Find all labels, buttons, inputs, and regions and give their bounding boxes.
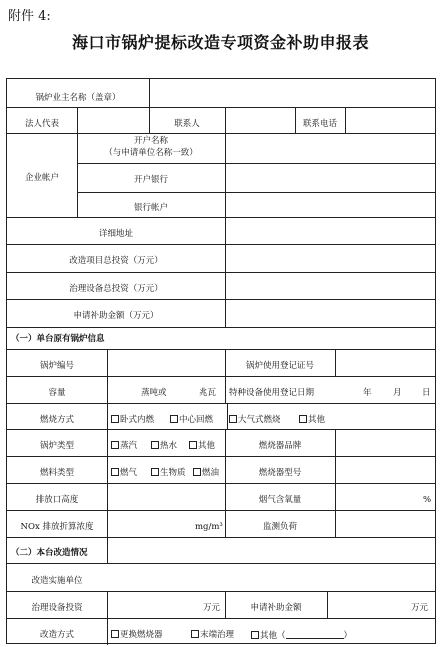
implementer-label: 改造实施单位 <box>31 576 83 586</box>
capacity-label: 容量 <box>48 388 66 398</box>
checkbox-icon[interactable] <box>189 441 197 449</box>
fuel-type-label: 燃料类型 <box>39 468 75 478</box>
checkbox-icon[interactable] <box>299 415 307 423</box>
month-label: 月 <box>393 388 402 398</box>
bank-label: 开户银行 <box>133 175 169 185</box>
boiler-no-label: 锅炉编号 <box>39 361 75 371</box>
nox-unit: mg/m³ <box>195 522 223 532</box>
flue-oxygen-label: 烟气含氧量 <box>258 495 302 505</box>
wan-yuan-unit: 万元 <box>411 603 429 613</box>
year-label: 年 <box>363 388 372 398</box>
contact-label: 联系人 <box>174 119 200 129</box>
combustion-mode-label: 燃烧方式 <box>39 415 75 425</box>
checkbox-icon[interactable] <box>170 415 178 423</box>
checkbox-icon[interactable] <box>251 631 259 639</box>
account-name-label: 开户名称 <box>133 136 169 146</box>
method-option-other[interactable]: 其他（ ） <box>251 630 352 641</box>
checkbox-icon[interactable] <box>111 415 119 423</box>
checkbox-icon[interactable] <box>151 441 159 449</box>
fuel-option[interactable]: 生物质 <box>151 468 186 478</box>
boiler-type-option[interactable]: 其他 <box>189 441 215 451</box>
boiler-type-option[interactable]: 热水 <box>151 441 177 451</box>
section1-title: （一）单台原有锅炉信息 <box>11 334 105 344</box>
checkbox-icon[interactable] <box>191 630 199 638</box>
combustion-option[interactable]: 其他 <box>299 415 325 425</box>
boiler-type-option[interactable]: 蒸汽 <box>111 441 137 451</box>
combustion-option[interactable]: 中心回燃 <box>170 415 213 425</box>
account-name-note: （与申请单位名称一致） <box>104 148 198 158</box>
percent-unit: % <box>423 495 432 505</box>
equipment-investment-label: 治理设备总投资（万元） <box>69 284 163 294</box>
burner-brand-label: 燃烧器品牌 <box>258 441 302 451</box>
combustion-option[interactable]: 大气式燃烧 <box>229 415 281 425</box>
checkbox-icon[interactable] <box>229 415 237 423</box>
address-label: 详细地址 <box>98 229 134 239</box>
burner-model-label: 燃烧器型号 <box>258 468 302 478</box>
fuel-option[interactable]: 燃油 <box>193 468 219 478</box>
monitor-load-label: 监测负荷 <box>262 522 298 532</box>
fuel-option[interactable]: 燃气 <box>111 468 137 478</box>
day-label: 日 <box>422 388 431 398</box>
method-label: 改造方式 <box>39 630 75 640</box>
legal-rep-label: 法人代表 <box>24 119 60 129</box>
enterprise-account-label: 企业帐户 <box>24 173 60 183</box>
subsidy-2-label: 申请补助金额 <box>250 603 302 613</box>
section2-title: （二）本台改造情况 <box>11 548 88 558</box>
capacity-unit-ton: 蒸吨或 <box>141 388 167 398</box>
checkbox-icon[interactable] <box>111 630 119 638</box>
checkbox-icon[interactable] <box>111 468 119 476</box>
phone-label: 联系电话 <box>302 119 338 129</box>
stack-height-label: 排放口高度 <box>35 495 79 505</box>
total-investment-label: 改造项目总投资（万元） <box>69 256 163 266</box>
bank-account-label: 银行帐户 <box>133 203 169 213</box>
checkbox-icon[interactable] <box>151 468 159 476</box>
checkbox-icon[interactable] <box>193 468 201 476</box>
other-blank-line[interactable] <box>286 630 344 639</box>
equipment-investment-2-label: 治理设备投资 <box>31 603 83 613</box>
registration-date-label: 特种设备使用登记日期 <box>229 388 315 398</box>
method-option[interactable]: 末端治理 <box>191 630 234 640</box>
nox-label: NOx 排放折算浓度 <box>20 522 94 532</box>
attachment-label: 附件 4: <box>8 9 51 24</box>
registration-no-label: 锅炉使用登记证号 <box>245 361 315 371</box>
method-option[interactable]: 更换燃烧器 <box>111 630 163 640</box>
form-title: 海口市锅炉提标改造专项资金补助申报表 <box>71 33 369 52</box>
subsidy-amount-label: 申请补助金额（万元） <box>73 311 159 321</box>
application-form <box>6 78 436 644</box>
capacity-unit-mw: 兆瓦 <box>199 388 217 398</box>
owner-name-label: 锅炉业主名称（盖章） <box>35 93 121 103</box>
wan-yuan-unit: 万元 <box>203 603 221 613</box>
checkbox-icon[interactable] <box>111 441 119 449</box>
combustion-option[interactable]: 卧式内燃 <box>111 415 154 425</box>
boiler-type-label: 锅炉类型 <box>39 441 75 451</box>
